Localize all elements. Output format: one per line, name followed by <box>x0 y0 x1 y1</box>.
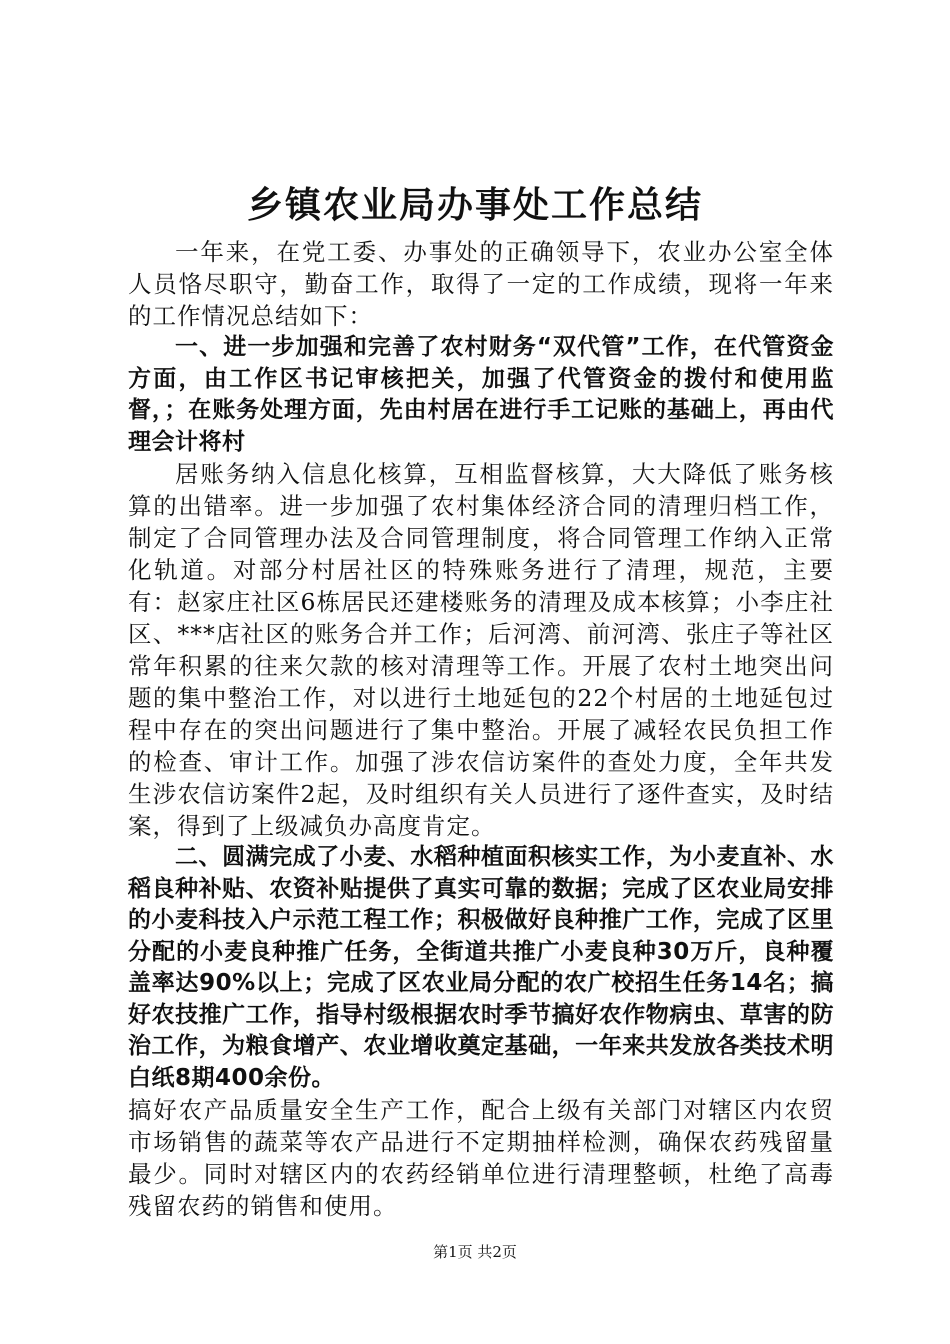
quality-safety-paragraph: 搞好农产品质量安全生产工作，配合上级有关部门对辖区内农贸市场销售的蔬菜等农产品进行不定期抽样检测，确保农药残留量最少。同时对辖区内的农药经销单位进行清理整顿，杜绝了高毒残留农药的销售和使用。 <box>128 1096 834 1220</box>
document-title: 乡镇农业局办事处工作总结 <box>246 184 703 226</box>
section-one-body-paragraph: 居账务纳入信息化核算，互相监督核算，大大降低了账务核算的出错率。进一步加强了农村集体经济合同的清理归档工作，制定了合同管理办法及合同管理制度，将合同管理工作纳入正常化轨道。对部分村居社区的特殊账务进行了清理，规范，主要有：赵家庄社区6栋居民还建楼账务的清理及成本核算；小李庄社区、***店社区的账务合并工作；后河湾、前河湾、张庄子等社区常年积累的往来欠款的核对清理等工作。开展了农村土地突出问题的集中整治工作，对以进行土地延包的22个村居的土地延包过程中存在的突出问题进行了集中整治。开展了减轻农民负担工作的检查、审计工作。加强了涉农信访案件的查处力度，全年共发生涉农信访案件2起，及时组织有关人员进行了逐件查实，及时结案，得到了上级减负办高度肯定。 <box>128 460 834 840</box>
page-number-footer: 第1页 共2页 <box>433 1243 517 1261</box>
section-two-paragraph: 二、圆满完成了小麦、水稻种植面积核实工作，为小麦直补、水稻良种补贴、农资补贴提供了真实可靠的数据；完成了区农业局安排的小麦科技入户示范工程工作；积极做好良种推广工作，完成了区里分配的小麦良种推广任务，全街道共推广小麦良种30万斤，良种覆盖率达90%以上；完成了区农业局分配的农广校招生任务14名；搞好农技推广工作，指导村级根据农时季节搞好农作物病虫、草害的防治工作，为粮食增产、农业增收奠定基础，一年来共发放各类技术明白纸8期400余份。 <box>128 844 834 1091</box>
section-one-heading-paragraph: 一、进一步加强和完善了农村财务“双代管”工作，在代管资金方面，由工作区书记审核把关，加强了代管资金的拨付和使用监督，；在账务处理方面，先由村居在进行手工记账的基础上，再由代理会计将村 <box>128 334 834 455</box>
intro-paragraph: 一年来，在党工委、办事处的正确领导下，农业办公室全体人员恪尽职守，勤奋工作，取得了一定的工作成绩，现将一年来的工作情况总结如下： <box>128 238 834 330</box>
document-body <box>128 236 834 1222</box>
